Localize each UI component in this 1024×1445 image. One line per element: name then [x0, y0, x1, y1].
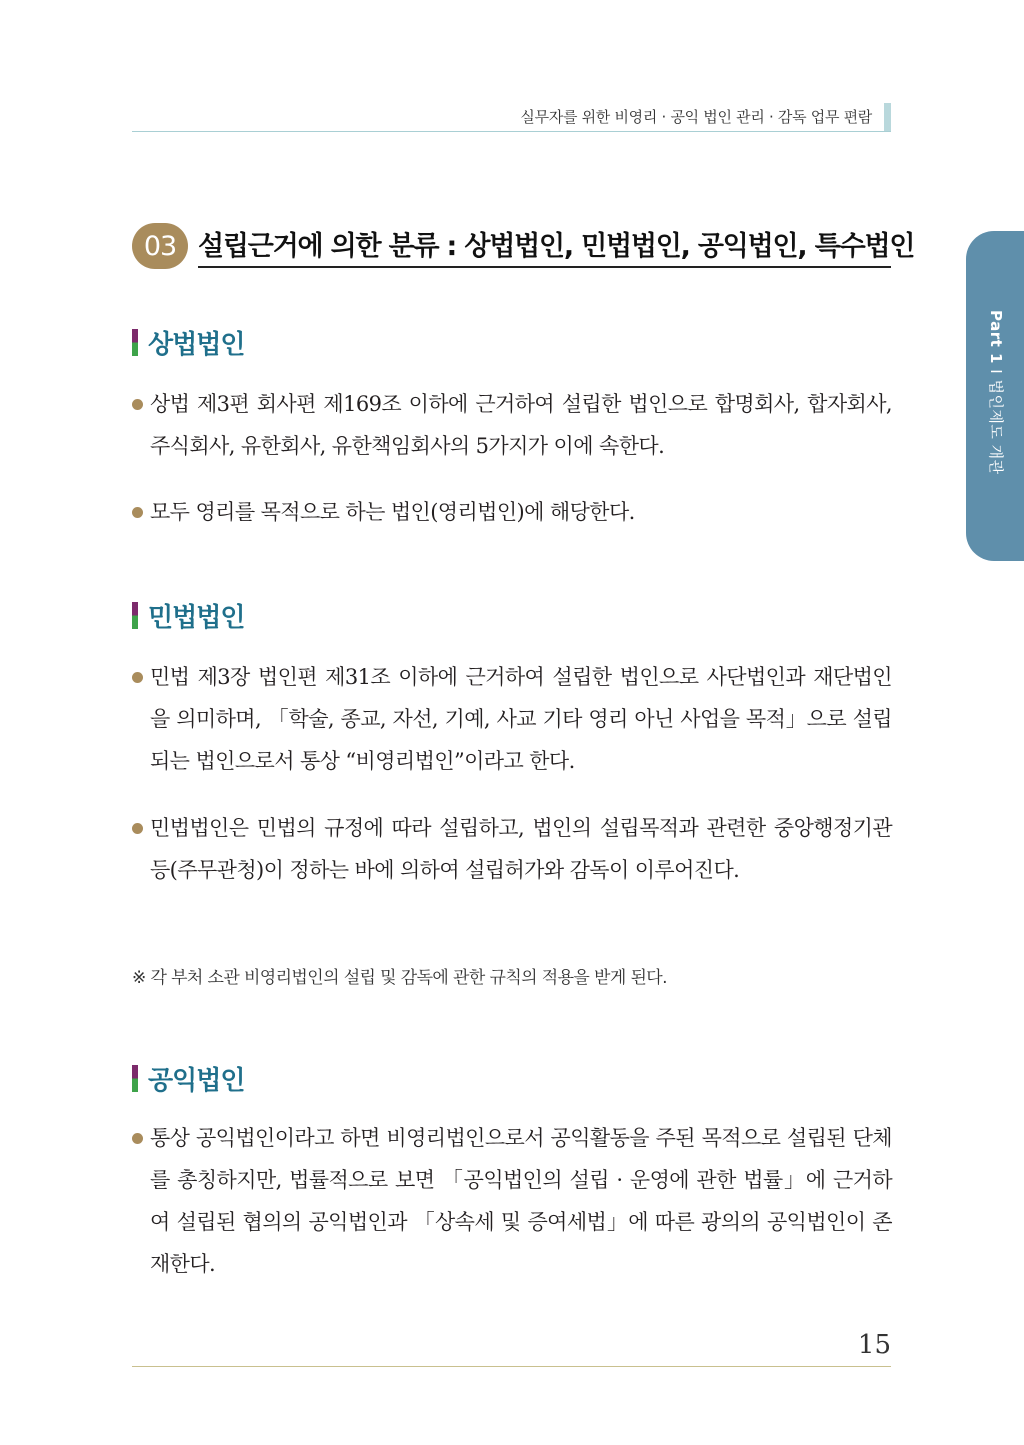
bullet-paragraph — [132, 807, 892, 891]
paragraph-text: 상법 제3편 회사편 제169조 이하에 근거하여 설립한 법인으로 합명회사, 합자회사, 주식회사, 유한회사, 유한책임회사의 5가지가 이에 속한다. — [150, 392, 892, 458]
part-title: 법인제도 개관 — [987, 379, 1005, 475]
bullet-paragraph — [132, 491, 892, 533]
subsection-marker — [132, 329, 138, 356]
subsection-label: 공익법인 — [148, 1065, 245, 1096]
running-header: 실무자를 위한 비영리 · 공익 법인 관리 · 감독 업무 편람 — [520, 108, 872, 126]
paragraph-text: 통상 공익법인이라고 하면 비영리법인으로서 공익활동을 주된 목적으로 설립된 단체를 총칭하지만, 법률적으로 보면 「공익법인의 설립 · 운영에 관한 법률」에 근거하여 설립된 협의의 공익법인과 「상속세 및 증여세법」에 따른 광의의 공익법인이 존재한다. — [150, 1126, 892, 1276]
bullet-icon — [132, 1133, 143, 1144]
subsection-marker — [132, 602, 138, 629]
section-title: 설립근거에 의한 분류 : 상법법인, 민법법인, 공익법인, 특수법인 — [198, 231, 915, 262]
paragraph-text: 민법법인은 민법의 규정에 따라 설립하고, 법인의 설립목적과 관련한 중앙행정기관 등(주무관청)이 정하는 바에 의하여 설립허가와 감독이 이루어진다. — [150, 816, 892, 882]
section-number-badge: 03 — [132, 223, 188, 269]
subsection-label: 민법법인 — [148, 602, 245, 633]
section-title-underline — [198, 266, 891, 268]
bullet-paragraph — [132, 383, 892, 467]
footer-rule — [132, 1366, 891, 1367]
bullet-paragraph — [132, 1117, 892, 1285]
part-label: Part 1 — [987, 310, 1005, 364]
bullet-icon — [132, 823, 143, 834]
page-number: 15 — [857, 1330, 891, 1360]
subsection-heading-public-interest — [132, 1061, 244, 1095]
subsection-label: 상법법인 — [148, 329, 245, 360]
paragraph-text: 민법 제3장 법인편 제31조 이하에 근거하여 설립한 법인으로 사단법인과 재단법인을 의미하며, 「학술, 종교, 자선, 기예, 사교 기타 영리 아닌 사업을 목적」으로 설립되는 법인으로서 통상 “비영리법인”이라고 한다. — [150, 665, 892, 773]
paragraph-text: 모두 영리를 목적으로 하는 법인(영리법인)에 해당한다. — [150, 500, 635, 524]
header-accent-bar — [884, 103, 891, 131]
chapter-side-tab-label — [986, 310, 1007, 475]
bullet-icon — [132, 507, 143, 518]
bullet-paragraph — [132, 656, 892, 782]
footnote: ※ 각 부처 소관 비영리법인의 설립 및 감독에 관한 규칙의 적용을 받게 된다. — [132, 968, 667, 988]
header-rule — [132, 131, 891, 132]
bullet-icon — [132, 672, 143, 683]
part-separator: I — [987, 369, 1005, 375]
subsection-marker — [132, 1065, 138, 1092]
subsection-heading-commercial — [132, 325, 244, 359]
bullet-icon — [132, 399, 143, 410]
subsection-heading-civil — [132, 598, 244, 632]
